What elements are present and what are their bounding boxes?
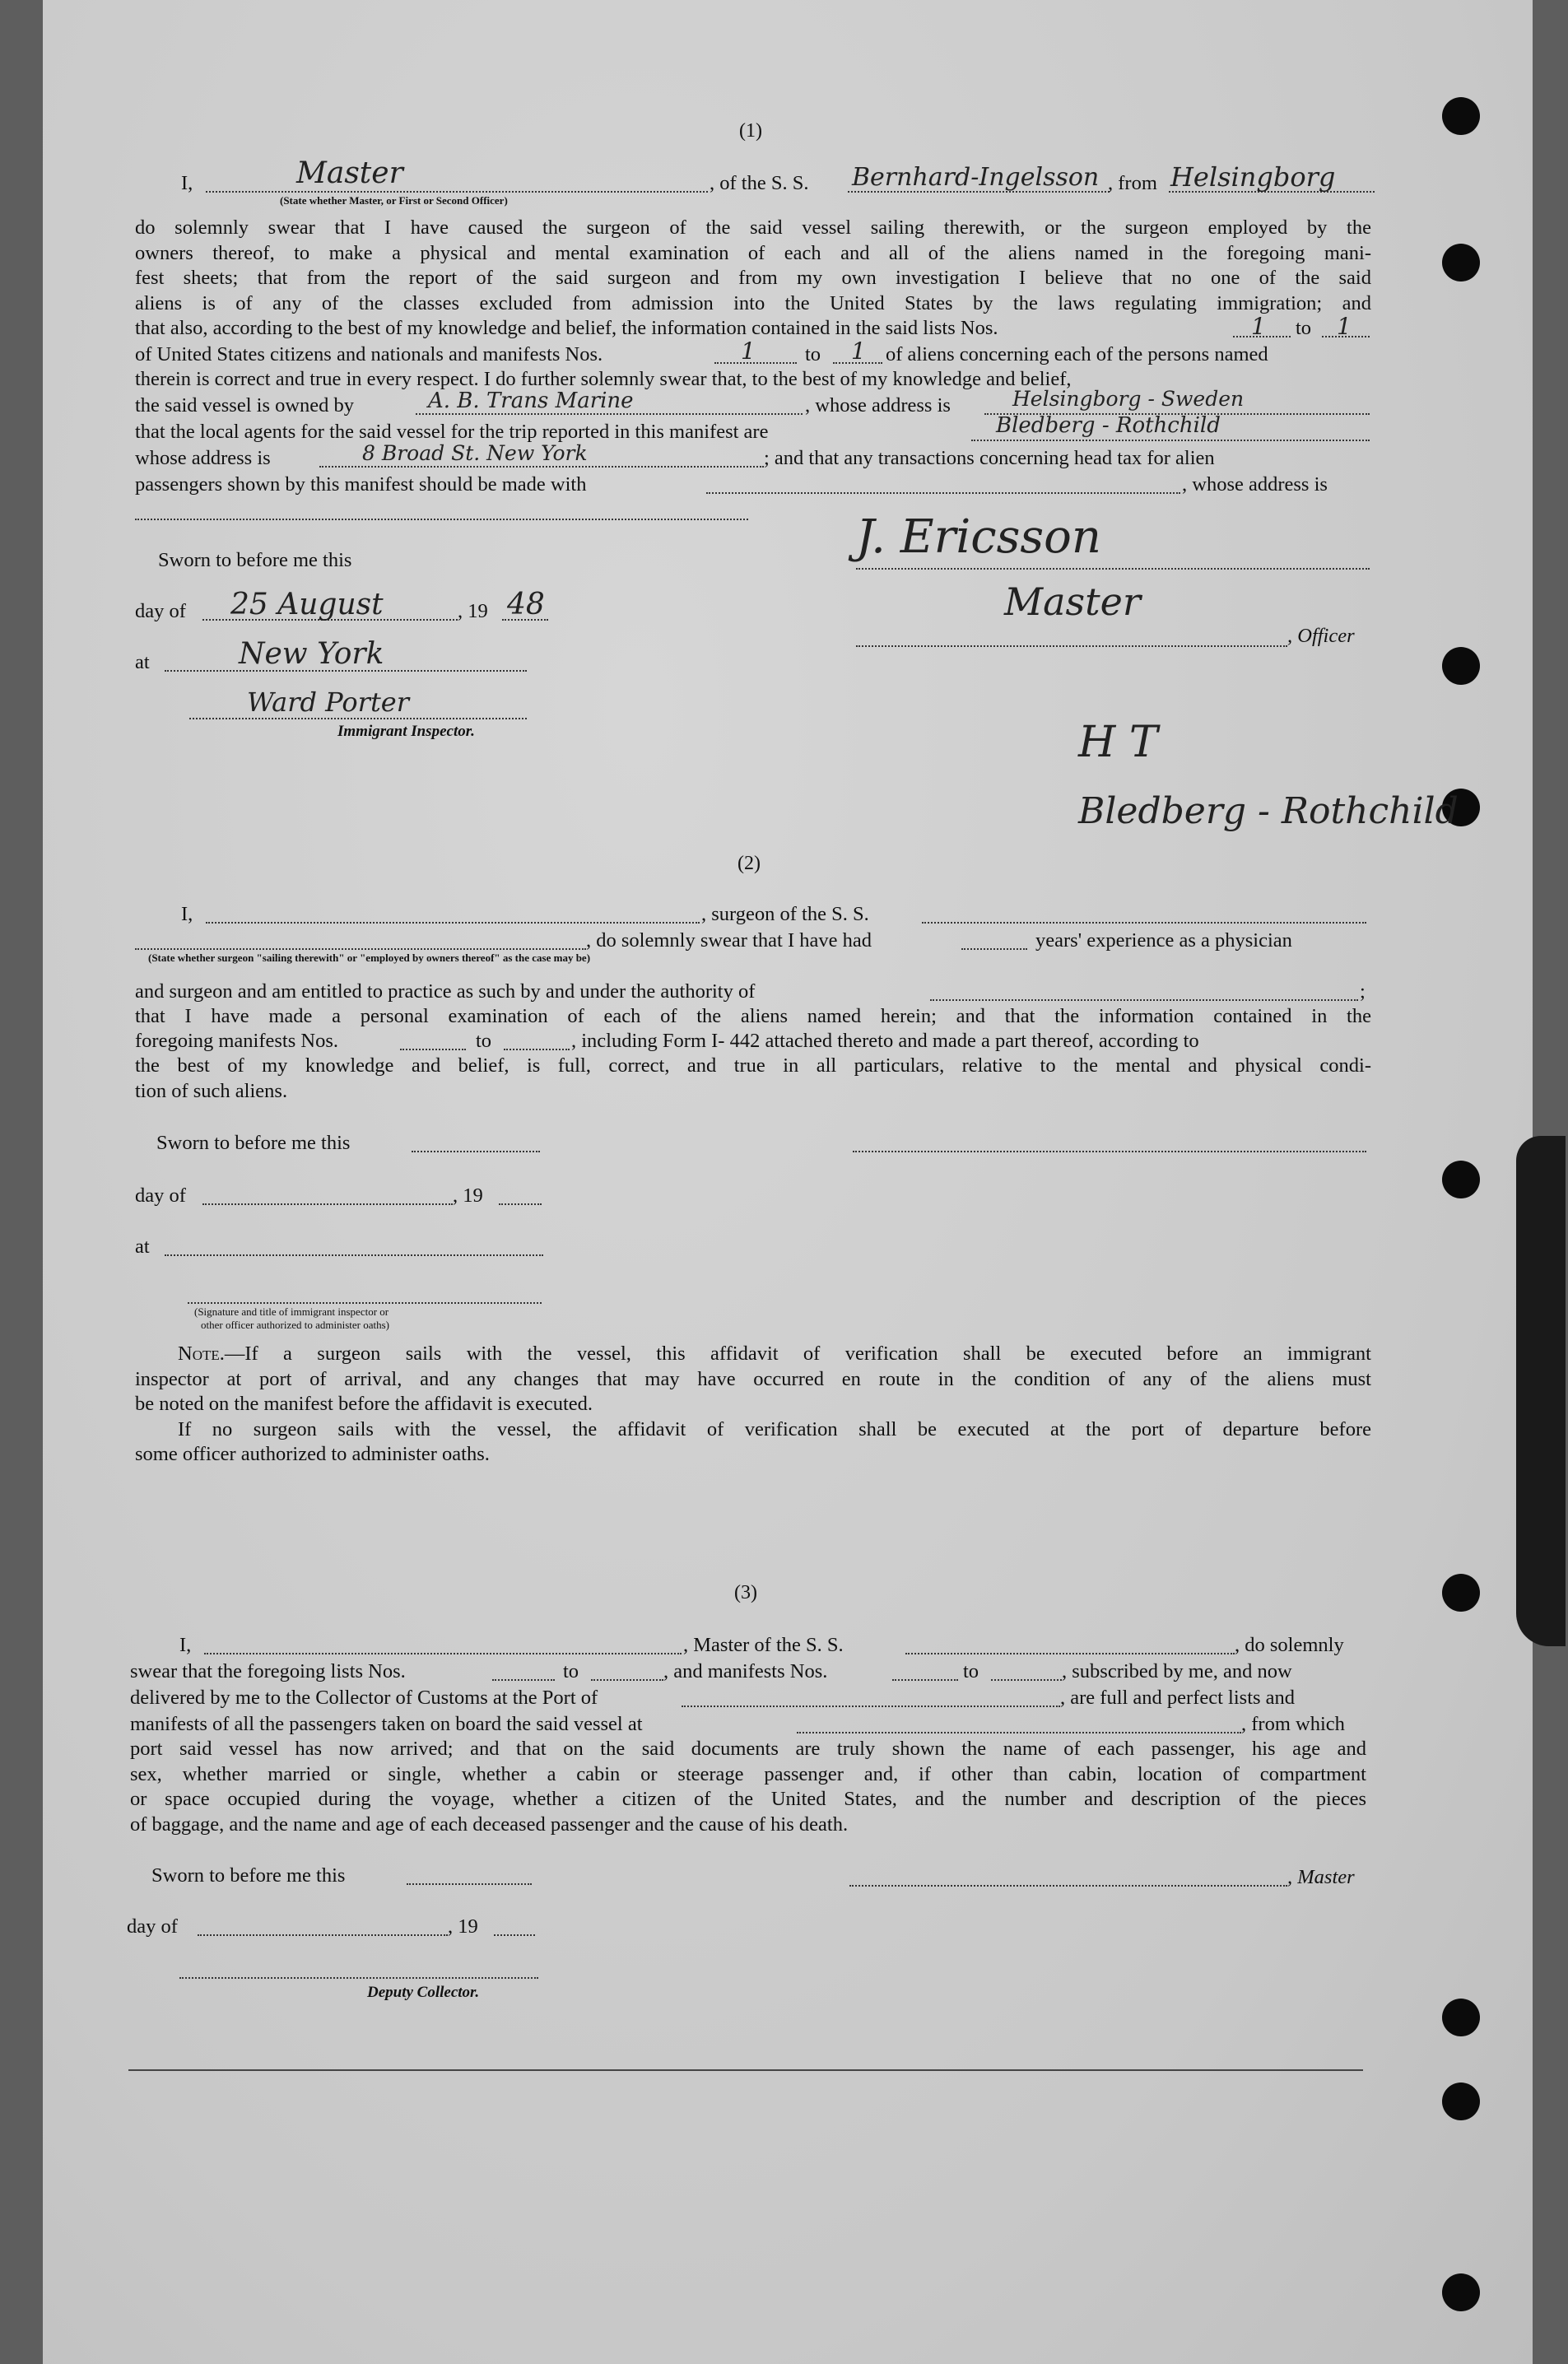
head-tax-text: ; and that any transactions concerning head tax for alien (764, 447, 1215, 469)
officer-rank-caption: (State whether Master, or First or Second Officer) (280, 194, 508, 207)
whose-address-label: , whose address is (805, 394, 951, 416)
section-number-2: (2) (737, 853, 761, 874)
exam-line: that I have made a personal examination of each of the aliens named herein; and that the information contained in the (135, 1005, 1371, 1027)
section-number-3: (3) (734, 1582, 757, 1603)
of-ss-label: , of the S. S. (710, 172, 809, 194)
do-solemnly-label: , do solemnly (1235, 1634, 1344, 1656)
punch-hole (1442, 1999, 1480, 2036)
oath-line: owners thereof, to make a physical and mental examination of each and all of the aliens named in the foregoing mani- (135, 241, 1371, 264)
punch-hole (1442, 1161, 1480, 1198)
head-tax-address-line (135, 519, 748, 520)
lists-to-line (591, 1679, 663, 1681)
oath-paragraph-1 (135, 216, 1371, 316)
note-line: be noted on the manifest before the affidavit is executed. (135, 1393, 593, 1415)
delivered-label: delivered by me to the Collector of Customs at the Port of (130, 1687, 598, 1709)
correct-true-text: therein is correct and true in every respect. I do further solemnly swear that, to the best of my knowledge and belief, (135, 368, 1072, 390)
surgeon-of-label: , surgeon of the S. S. (701, 903, 869, 925)
deputy-caption: Deputy Collector. (367, 1984, 480, 2001)
punch-hole (1442, 2273, 1480, 2311)
years-line (961, 948, 1027, 950)
day-of-label: day of (135, 600, 186, 622)
to-label: to (1296, 317, 1312, 339)
foregoing-manifests-label: foregoing manifests Nos. (135, 1030, 338, 1052)
oath-line: sex, whether married or single, whether a cabin or steerage passenger and, if other than cabin, location of compartment (130, 1762, 1366, 1785)
port-line (682, 1706, 1060, 1707)
inspector-signature-line (188, 1302, 542, 1304)
lists-from-line (492, 1679, 555, 1681)
from-port-handwriting: Helsingborg (1170, 161, 1336, 193)
exam-line: tion of such aliens. (135, 1079, 288, 1102)
manifests-to-line (504, 1049, 570, 1050)
from-label: , from (1108, 172, 1157, 194)
whose-address-end-label: , whose address is (1182, 473, 1328, 496)
master-signature-line (849, 1885, 1287, 1887)
i-label: I, (181, 172, 193, 194)
swear-lists-label: swear that the foregoing lists Nos. (130, 1660, 406, 1682)
years-experience-label: years' experience as a physician (1035, 929, 1292, 952)
master-title-handwriting: Master (1004, 579, 1141, 624)
day-of-label: day of (135, 1184, 186, 1207)
inspector-signature: Ward Porter (247, 686, 410, 718)
bottom-rule (128, 2069, 1363, 2071)
oath-line: do solemnly swear that I have caused the surgeon of the said vessel sailing therewith, or the surgeon employed by the (135, 216, 1371, 239)
to-label: to (476, 1030, 492, 1052)
and-manifests-label: , and manifests Nos. (663, 1660, 828, 1682)
annotation-ht: H T (1078, 718, 1158, 767)
full-perfect-label: , are full and perfect lists and (1060, 1687, 1296, 1709)
at-label: at (135, 1236, 150, 1258)
i-label: I, (179, 1634, 192, 1656)
exam-paragraph (135, 1054, 1371, 1104)
head-tax-agent-line (706, 492, 1180, 494)
surgeon-vessel-line (922, 922, 1366, 924)
manifests-all-label: manifests of all the passengers taken on board the said vessel at (130, 1713, 643, 1735)
surgeon-name-line (206, 922, 700, 924)
agents-address-handwriting: 8 Broad St. New York (362, 441, 588, 465)
officer-rank-line (206, 191, 708, 193)
master-label: , Master (1287, 1866, 1355, 1888)
surgeon-signature-line (853, 1151, 1366, 1152)
punch-hole (1442, 647, 1480, 685)
authority-line (930, 999, 1358, 1001)
from-which-label: , from which (1241, 1713, 1345, 1735)
officer-rank-handwriting: Master (296, 156, 403, 190)
master-signature-line (856, 568, 1370, 570)
year-prefix: , 19 (448, 1915, 478, 1938)
master-name-line (204, 1653, 682, 1654)
day-line (198, 1934, 448, 1936)
of-aliens-text: of aliens concerning each of the persons named (886, 343, 1268, 365)
note-line: —If a surgeon sails with the vessel, this affidavit of verification shall be executed before an immigrant (224, 1343, 1371, 1365)
agents-line (971, 440, 1370, 441)
exam-line: the best of my knowledge and belief, is full, correct, and true in all particulars, relative to the mental and physical condi- (135, 1054, 1371, 1077)
year-line (499, 1203, 542, 1205)
year-prefix: , 19 (453, 1184, 483, 1207)
surgeon-type-line (135, 948, 586, 950)
master-signature: J. Ericsson (856, 510, 1101, 564)
sworn-label: Sworn to before me this (158, 549, 352, 571)
torn-edge-shadow (1516, 1136, 1566, 1646)
sworn-label: Sworn to before me this (151, 1864, 346, 1887)
master-of-label: , Master of the S. S. (683, 1634, 844, 1656)
note-line: some officer authorized to administer oaths. (135, 1443, 490, 1465)
manifests-to-value: 1 (851, 337, 866, 365)
note-label: Note. (178, 1343, 225, 1365)
semicolon: ; (1360, 980, 1366, 1003)
owner-handwriting: A. B. Trans Marine (428, 389, 634, 413)
embark-port-line (797, 1732, 1241, 1733)
inspector-caption: Immigrant Inspector. (337, 723, 475, 740)
punch-hole (1442, 1574, 1480, 1612)
agents-address-label: whose address is (135, 447, 271, 469)
day-of-label: day of (127, 1915, 178, 1938)
note-line: inspector at port of arrival, and any changes that may have occurred en route in the condition of any of the aliens must (135, 1367, 1371, 1390)
year-line (494, 1934, 535, 1936)
lists-to-value: 1 (1337, 313, 1352, 340)
oath-line: or space occupied during the voyage, whether a citizen of the United States, and the number and description of the pieces (130, 1788, 1366, 1810)
local-agents-text: that the local agents for the said vessel for the trip reported in this manifest are (135, 421, 769, 443)
day-handwriting: 25 August (230, 588, 384, 621)
agents-handwriting: Bledberg - Rothchild (996, 413, 1221, 438)
note-paragraph (135, 1342, 1371, 1468)
manifests-from-line (714, 362, 797, 364)
oath-line: aliens is of any of the classes excluded from admission into the United States by the laws regulating immigration; and (135, 291, 1371, 314)
manifests-from-value: 1 (741, 337, 756, 365)
lists-nos-text: that also, according to the best of my knowledge and belief, the information contained in the said lists Nos. (135, 317, 998, 339)
to-label: to (963, 1660, 979, 1682)
agents-address-line (319, 466, 764, 468)
punch-hole (1442, 244, 1480, 282)
annotation-agent: Bledberg - Rothchild (1078, 790, 1459, 832)
oath-line: port said vessel has now arrived; and that on the said documents are truly shown the name of each passenger, his age and (130, 1738, 1366, 1760)
punch-hole (1442, 2082, 1480, 2120)
at-line (165, 1254, 543, 1256)
day-line (202, 1203, 453, 1205)
subscribed-label: , subscribed by me, and now (1062, 1660, 1292, 1682)
deputy-signature-line (179, 1977, 538, 1979)
lists-from-value: 1 (1251, 313, 1266, 340)
to-label: to (563, 1660, 579, 1682)
at-handwriting: New York (239, 637, 384, 671)
to-label: to (805, 343, 821, 365)
vessel-name-handwriting: Bernhard-Ingelsson (852, 163, 1100, 192)
manifests-from-line (892, 1679, 958, 1681)
manifests-from-line (400, 1049, 466, 1050)
owner-address-handwriting: Helsingborg - Sweden (1012, 387, 1245, 411)
owner-line (416, 413, 803, 415)
i-label: I, (181, 903, 193, 925)
vessel-line (905, 1653, 1235, 1654)
note-line: If no surgeon sails with the vessel, the affidavit of verification shall be executed at the port of departure before (178, 1417, 1371, 1440)
manifests-nos-text: of United States citizens and nationals and manifests Nos. (135, 343, 603, 365)
signature-caption-1: (Signature and title of immigrant inspector or (194, 1305, 389, 1318)
master-oath-paragraph (130, 1737, 1366, 1837)
including-form-text: , including Form I- 442 attached thereto and made a part thereof, according to (571, 1030, 1199, 1052)
sworn-date-line (407, 1883, 532, 1885)
officer-label: , Officer (1287, 625, 1355, 647)
at-label: at (135, 651, 150, 673)
sworn-label: Sworn to before me this (156, 1132, 351, 1154)
section-number-1: (1) (739, 120, 762, 142)
oath-line: of baggage, and the name and age of each deceased passenger and the cause of his death. (130, 1813, 849, 1836)
year-handwriting: 48 (507, 588, 545, 621)
surgeon-type-caption: (State whether surgeon "sailing therewith" or "employed by owners thereof" as the case may be) (148, 952, 591, 964)
officer-signature-line (856, 645, 1287, 647)
sworn-date-line (412, 1151, 540, 1152)
punch-hole (1442, 97, 1480, 135)
year-prefix: , 19 (458, 600, 488, 622)
passengers-shown-text: passengers shown by this manifest should be made with (135, 473, 587, 496)
do-solemnly-label: , do solemnly swear that I have had (586, 929, 872, 952)
signature-caption-2: other officer authorized to administer oaths) (201, 1319, 389, 1331)
authority-text: and surgeon and am entitled to practice as such by and under the authority of (135, 980, 756, 1003)
owned-by-text: the said vessel is owned by (135, 394, 355, 416)
manifests-to-line (991, 1679, 1062, 1681)
oath-line: fest sheets; that from the report of the said surgeon and from my own investigation I believe that no one of the said (135, 267, 1371, 289)
examination-line (135, 1004, 1371, 1030)
